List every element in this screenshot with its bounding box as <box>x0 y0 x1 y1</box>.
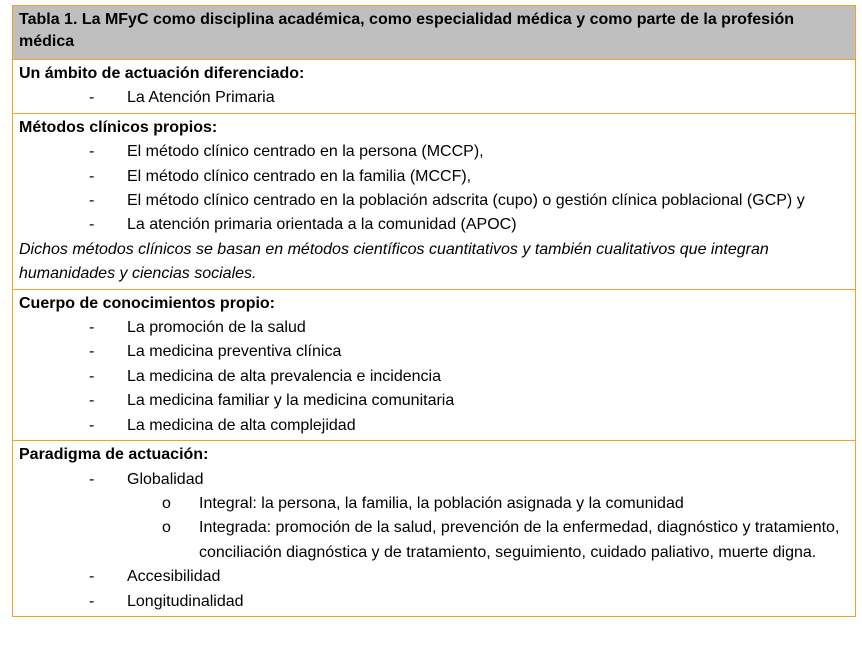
list-item <box>19 340 849 364</box>
dash-marker: - <box>89 416 95 434</box>
dash-marker: - <box>89 216 95 234</box>
dash-marker: - <box>89 568 95 586</box>
list-item-text: La medicina de alta complejidad <box>127 416 356 434</box>
section-metodos <box>13 113 855 289</box>
list-item <box>19 590 849 614</box>
list-item <box>19 140 849 164</box>
list-item-text: La medicina familiar y la medicina comunitaria <box>127 392 455 410</box>
list-item <box>19 165 849 189</box>
table-1 <box>12 5 856 617</box>
dash-marker: - <box>89 470 95 488</box>
sub-list-item-text: Integrada: promoción de la salud, prevención de la enfermedad, diagnóstico y tratamiento, conciliación diagnóstica y de tratamiento, seguimiento, cuidado paliativo, muerte digna. <box>199 519 840 561</box>
circle-marker: o <box>162 494 171 512</box>
dash-marker: - <box>89 143 95 161</box>
section-conocimientos <box>13 289 855 440</box>
circle-marker: o <box>162 519 171 537</box>
dash-marker: - <box>89 319 95 337</box>
list-item-text: Globalidad <box>127 470 204 488</box>
section-heading: Un ámbito de actuación diferenciado: <box>19 65 305 82</box>
sub-list-item <box>19 492 849 516</box>
sub-list-item-text: Integral: la persona, la familia, la población asignada y la comunidad <box>199 494 684 512</box>
section-heading: Paradigma de actuación: <box>19 446 209 464</box>
table-title: Tabla 1. La MFyC como disciplina académica, como especialidad médica y como parte de la profesión médica <box>13 6 855 59</box>
list-item-text: Accesibilidad <box>127 568 221 586</box>
dash-marker: - <box>89 343 95 361</box>
section-heading: Métodos clínicos propios: <box>19 118 218 136</box>
dash-marker: - <box>89 392 95 410</box>
dash-marker: - <box>89 592 95 610</box>
dash-marker: - <box>89 192 95 210</box>
list-item <box>19 316 849 340</box>
section-ambito <box>13 59 855 113</box>
list-item <box>19 189 849 213</box>
section-heading: Cuerpo de conocimientos propio: <box>19 294 276 312</box>
list-item-text: La medicina preventiva clínica <box>127 343 342 361</box>
list-item-text: El método clínico centrado en la persona (MCCP), <box>127 143 484 161</box>
sub-list-item <box>19 516 849 565</box>
list-item-text: El método clínico centrado en la población adscrita (cupo) o gestión clínica poblacional (GCP) y <box>127 192 805 210</box>
list-item-text: La Atención Primaria <box>127 89 275 107</box>
dash-marker: - <box>89 367 95 385</box>
list-item <box>19 389 849 413</box>
list-item <box>19 414 849 438</box>
list-item <box>19 565 849 589</box>
list-item-text: La promoción de la salud <box>127 319 306 337</box>
dash-marker: - <box>89 89 95 107</box>
dash-marker: - <box>89 167 95 185</box>
list-item-text: Longitudinalidad <box>127 592 244 610</box>
list-item <box>19 365 849 389</box>
section-paradigma <box>13 440 855 616</box>
list-item <box>19 468 849 492</box>
list-item-text: La atención primaria orientada a la comunidad (APOC) <box>127 216 517 234</box>
section-note: Dichos métodos clínicos se basan en métodos científicos cuantitativos y también cualitativos que integran humanidades y ciencias sociales. <box>19 240 769 283</box>
list-item-text: La medicina de alta prevalencia e incidencia <box>127 367 441 385</box>
list-item <box>19 213 849 237</box>
list-item-text: El método clínico centrado en la familia (MCCF), <box>127 167 472 185</box>
list-item <box>19 86 849 110</box>
